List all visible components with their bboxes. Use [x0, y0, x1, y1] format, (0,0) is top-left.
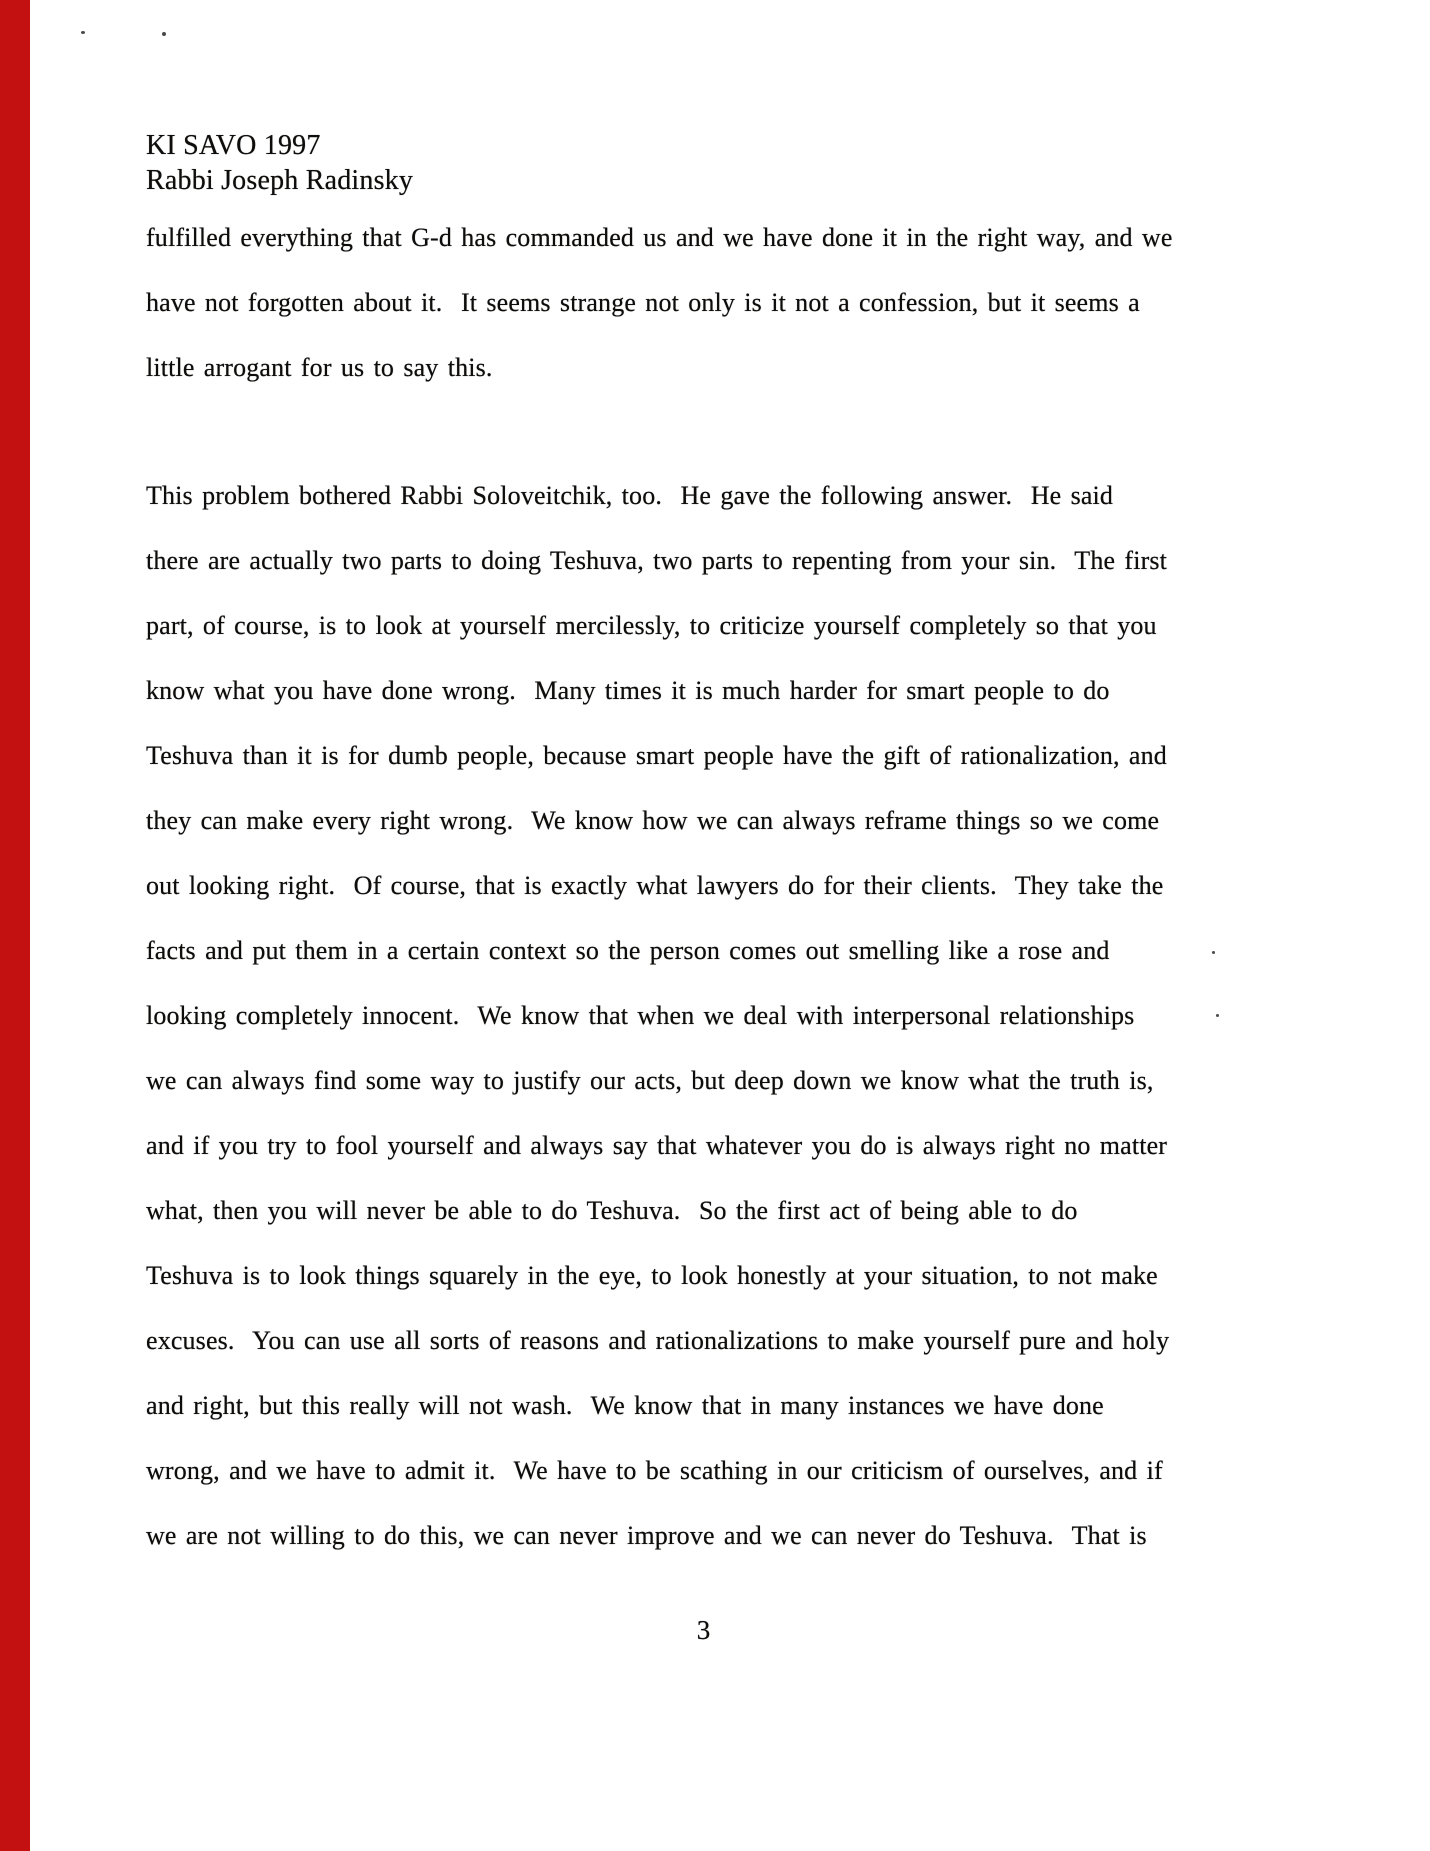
- document-body: [146, 205, 1173, 1568]
- text-line: what, then you will never be able to do Teshuva. So the first act of being able to do: [146, 1196, 1078, 1225]
- text-line: and if you try to fool yourself and always say that whatever you do is always right no matter: [146, 1131, 1168, 1160]
- paragraph-1: [146, 205, 1173, 400]
- text-line: and right, but this really will not wash. We know that in many instances we have done: [146, 1391, 1104, 1420]
- text-line: know what you have done wrong. Many times it is much harder for smart people to do: [146, 676, 1110, 705]
- text-line: excuses. You can use all sorts of reasons and rationalizations to make yourself pure and holy: [146, 1326, 1170, 1355]
- text-line: they can make every right wrong. We know how we can always reframe things so we come: [146, 806, 1160, 835]
- document-header: [146, 128, 413, 198]
- document-author: Rabbi Joseph Radinsky: [146, 165, 414, 196]
- text-line: there are actually two parts to doing Teshuva, two parts to repenting from your sin. The first: [146, 546, 1168, 575]
- text-line: fulfilled everything that G-d has commanded us and we have done it in the right way, and we: [146, 223, 1173, 252]
- text-line: little arrogant for us to say this.: [146, 353, 493, 382]
- text-line: This problem bothered Rabbi Soloveitchik, too. He gave the following answer. He said: [146, 481, 1114, 510]
- text-line: part, of course, is to look at yourself mercilessly, to criticize yourself completely so that you: [146, 611, 1157, 640]
- text-line: facts and put them in a certain context so the person comes out smelling like a rose and: [146, 936, 1110, 965]
- text-line: looking completely innocent. We know that when we deal with interpersonal relationships: [146, 1001, 1135, 1030]
- text-line: we are not willing to do this, we can never improve and we can never do Teshuva. That is: [146, 1521, 1147, 1550]
- text-line: have not forgotten about it. It seems strange not only is it not a confession, but it seems a: [146, 288, 1140, 317]
- text-line: wrong, and we have to admit it. We have to be scathing in our criticism of ourselves, and if: [146, 1456, 1163, 1485]
- text-line: we can always find some way to justify our acts, but deep down we know what the truth is,: [146, 1066, 1154, 1095]
- scan-speck: [1216, 1014, 1219, 1017]
- scan-speck: [162, 32, 166, 36]
- document-title: KI SAVO 1997: [146, 130, 321, 161]
- page-number: 3: [696, 1615, 711, 1645]
- text-line: out looking right. Of course, that is exactly what lawyers do for their clients. They take the: [146, 871, 1164, 900]
- text-line: Teshuva is to look things squarely in the eye, to look honestly at your situation, to not make: [146, 1261, 1158, 1290]
- left-margin-stripe: [0, 0, 30, 1851]
- scan-speck: [81, 31, 85, 34]
- text-line: Teshuva than it is for dumb people, because smart people have the gift of rationalization, and: [146, 741, 1167, 770]
- scan-speck: [1212, 951, 1215, 954]
- paragraph-2: [146, 463, 1173, 1568]
